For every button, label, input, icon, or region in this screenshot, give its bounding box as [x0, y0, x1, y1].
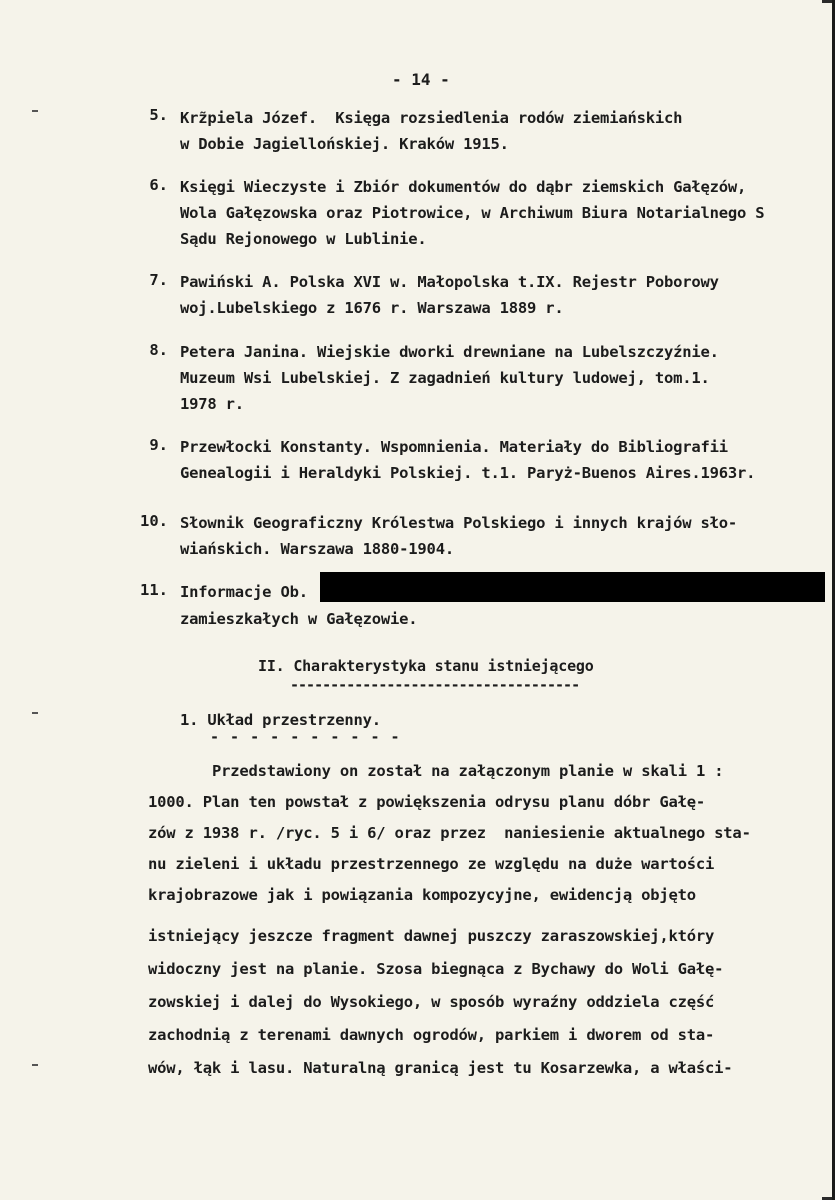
section-underline: ------------------------------------ [290, 676, 580, 694]
body-line: nu zieleni i układu przestrzennego ze względu na duże wartości [148, 855, 715, 873]
body-line: Przedstawiony on został na załączonym planie w skali 1 : [212, 762, 724, 780]
bib-number: 5. [149, 106, 168, 124]
bib-line: wiańskich. Warszawa 1880-1904. [180, 540, 454, 558]
bib-number: 7. [149, 271, 168, 289]
body-line: krajobrazowe jak i powiązania kompozycyjne, ewidencją objęto [148, 886, 696, 904]
redaction-bar [320, 572, 825, 602]
bib-line: Wola Gałęzowska oraz Piotrowice, w Archiwum Biura Notarialnego S [180, 204, 765, 222]
bib-number: 11. [140, 581, 168, 599]
bib-line: 1978 r. [180, 395, 244, 413]
bib-number: 6. [149, 176, 168, 194]
bib-line: Genealogii i Heraldyki Polskiej. t.1. Paryż-Buenos Aires.1963r. [180, 464, 756, 482]
body-line: istniejący jeszcze fragment dawnej puszczy zaraszowskiej,który [148, 927, 715, 945]
bib-line: zamieszkałych w Gałęzowie. [180, 610, 418, 628]
subsection-heading: 1. Układ przestrzenny. [180, 711, 381, 729]
bib-number: 10. [140, 512, 168, 530]
bib-number: 9. [149, 436, 168, 454]
bib-line: Sądu Rejonowego w Lublinie. [180, 230, 427, 248]
bib-line: Słownik Geograficzny Królestwa Polskiego i innych krajów sło- [180, 514, 738, 532]
subsection-underline: - - - - - - - - - - [210, 728, 401, 746]
page-number: - 14 - [392, 70, 450, 89]
bib-line: Pawiński A. Polska XVI w. Małopolska t.IX. Rejestr Poborowy [180, 273, 719, 291]
bib-number: 8. [149, 341, 168, 359]
section-heading: II. Charakterystyka stanu istniejącego [258, 657, 594, 675]
bib-line: Informacje Ob. [180, 583, 308, 601]
bib-line: Petera Janina. Wiejskie dworki drewniane na Lubelszczyźnie. [180, 343, 719, 361]
body-line: zowskiej i dalej do Wysokiego, w sposób wyraźny oddziela część [148, 993, 715, 1011]
body-line: 1000. Plan ten powstał z powiększenia odrysu planu dóbr Gałę- [148, 793, 706, 811]
punch-mark-top [32, 110, 38, 112]
bib-line: w Dobie Jagiellońskiej. Kraków 1915. [180, 135, 509, 153]
body-line: zachodnią z terenami dawnych ogrodów, parkiem i dworem od sta- [148, 1026, 715, 1044]
bib-line: Przewłocki Konstanty. Wspomnienia. Materiały do Bibliografii [180, 438, 728, 456]
body-line: zów z 1938 r. /ryc. 5 i 6/ oraz przez naniesienie aktualnego sta- [148, 824, 751, 842]
page-corner-top [822, 0, 832, 3]
punch-mark-bottom [32, 1064, 38, 1066]
punch-mark-middle [32, 712, 38, 714]
body-line: wów, łąk i lasu. Naturalną granicą jest tu Kosarzewka, a właści- [148, 1059, 733, 1077]
bib-line: woj.Lubelskiego z 1676 r. Warszawa 1889 r. [180, 299, 564, 317]
bib-line: Muzeum Wsi Lubelskiej. Z zagadnień kultury ludowej, tom.1. [180, 369, 710, 387]
bib-line: Krz̃piela Józef. Księga rozsiedlenia rodów ziemiańskich [180, 109, 683, 127]
bib-line: Księgi Wieczyste i Zbiór dokumentów do dąbr ziemskich Gałęzów, [180, 178, 747, 196]
body-line: widoczny jest na planie. Szosa biegnąca z Bychawy do Woli Gałę- [148, 960, 724, 978]
